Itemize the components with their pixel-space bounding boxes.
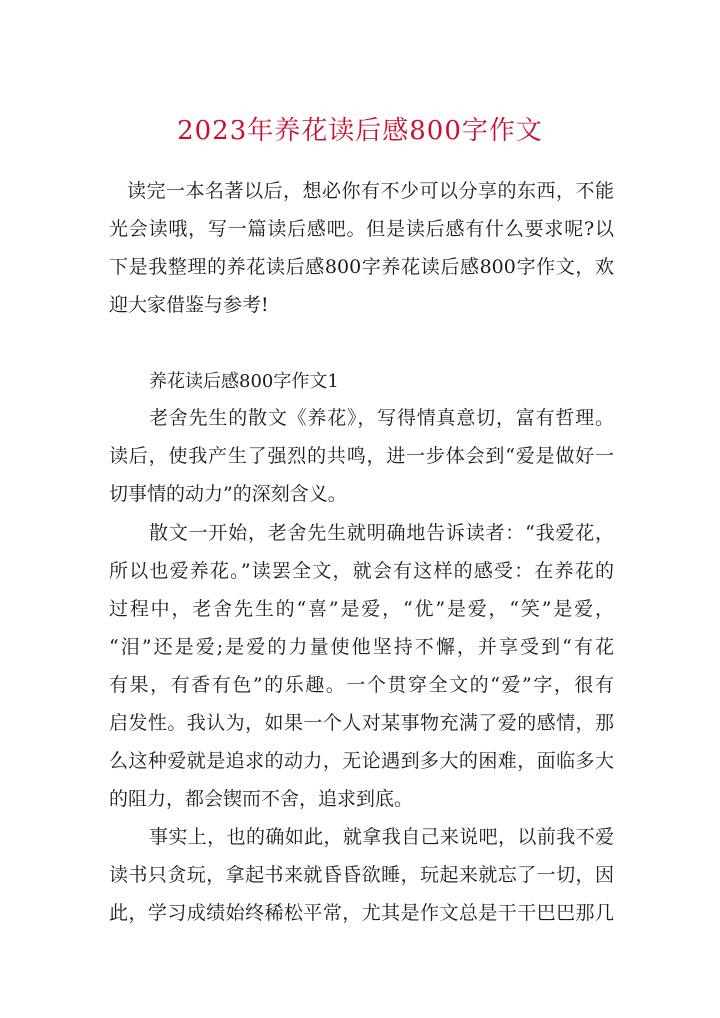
paragraph1-line-1: 老舍先生的散文《养花》，写得情真意切，富有哲理。	[149, 407, 614, 429]
intro-line-3: 下是我整理的养花读后感800字养花读后感800字作文，欢	[109, 256, 614, 278]
intro-line-2: 光会读哦，写一篇读后感吧。但是读后感有什么要求呢?以	[109, 218, 614, 240]
paragraph2-line-1: 散文一开始，老舍先生就明确地告诉读者：“我爱花，	[149, 522, 614, 544]
document-title: 2023年养花读后感800字作文	[177, 116, 543, 146]
intro-line-1: 读完一本名著以后，想必你有不少可以分享的东西，不能	[127, 180, 614, 202]
paragraph2-line-6: 启发性。我认为，如果一个人对某事物充满了爱的感情，那	[109, 712, 614, 734]
paragraph2-line-8: 的阻力，都会锲而不舍，追求到底。	[109, 788, 414, 810]
paragraph3-line-1: 事实上，也的确如此，就拿我自己来说吧，以前我不爱	[149, 826, 614, 848]
paragraph3-line-3: 此，学习成绩始终稀松平常，尤其是作文总是干干巴巴那几	[109, 902, 614, 924]
paragraph2-line-5: 有果，有香有色”的乐趣。一个贯穿全文的“爱”字，很有	[109, 674, 614, 696]
paragraph2-line-3: 过程中，老舍先生的“喜”是爱，“优”是爱，“笑”是爱，	[109, 598, 614, 620]
intro-line-4: 迎大家借鉴与参考!	[109, 294, 269, 316]
paragraph1-line-3: 切事情的动力”的深刻含义。	[109, 483, 347, 505]
section-heading: 养花读后感800字作文1	[149, 371, 339, 392]
paragraph1-line-2: 读后，使我产生了强烈的共鸣，进一步体会到“爱是做好一	[109, 445, 614, 467]
paragraph3-line-2: 读书只贪玩，拿起书来就昏昏欲睡，玩起来就忘了一切，因	[109, 864, 614, 886]
paragraph2-line-7: 么这种爱就是追求的动力，无论遇到多大的困难，面临多大	[109, 750, 614, 772]
paragraph2-line-2: 所以也爱养花。”读罢全文，就会有这样的感受：在养花的	[109, 560, 614, 582]
paragraph2-line-4: “泪”还是爱;是爱的力量使他坚持不懈，并享受到“有花	[109, 636, 614, 658]
